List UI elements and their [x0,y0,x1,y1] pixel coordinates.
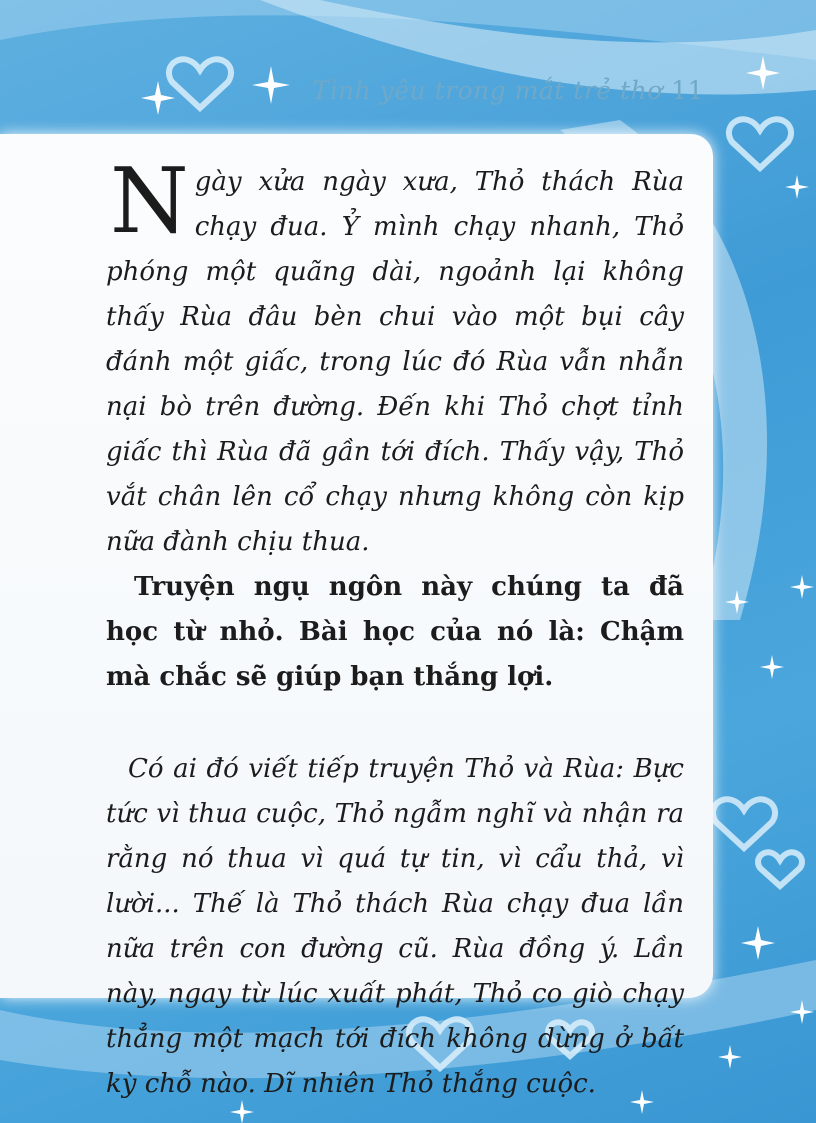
paragraph-1 [106,149,684,565]
drop-cap: N [110,149,189,254]
paragraph-2: Truyện ngụ ngôn này chúng ta đã học từ nhỏ. Bài học của nó là: Chậm mà chắc sẽ giúp bạn thắng lợi. [106,572,684,692]
paragraph-spacer [106,700,684,747]
story-text [106,149,684,1107]
paragraph-1-body: gày xửa ngày xưa, Thỏ thách Rùa chạy đua. Ỷ mình chạy nhanh, Thỏ phóng một quãng dài, ngoảnh lại không thấy Rùa đâu bèn chui vào một bụi cây đánh một giấc, trong lúc đó Rùa vẫn nhẫn nại bò trên đường. Đến khi Thỏ chợt tỉnh giấc thì Rùa đã gần tới đích. Thấy vậy, Thỏ vắt chân lên cổ chạy nhưng không còn kịp nữa đành chịu thua. [106,167,684,557]
page-number: 11 [671,76,704,105]
paragraph-3: Có ai đó viết tiếp truyện Thỏ và Rùa: Bực tức vì thua cuộc, Thỏ ngẫm nghĩ và nhận ra rằng nó thua vì quá tự tin, vì cẩu thả, vì lười... Thế là Thỏ thách Rùa chạy đua lần nữa trên con đường cũ. Rùa đồng ý. Lần này, ngay từ lúc xuất phát, Thỏ co giò chạy thẳng một mạch tới đích không dừng ở bất kỳ chỗ nào. Dĩ nhiên Thỏ thắng cuộc. [106,754,684,1099]
running-header [312,76,704,105]
running-title: Tình yêu trong mắt trẻ thơ [312,76,663,105]
